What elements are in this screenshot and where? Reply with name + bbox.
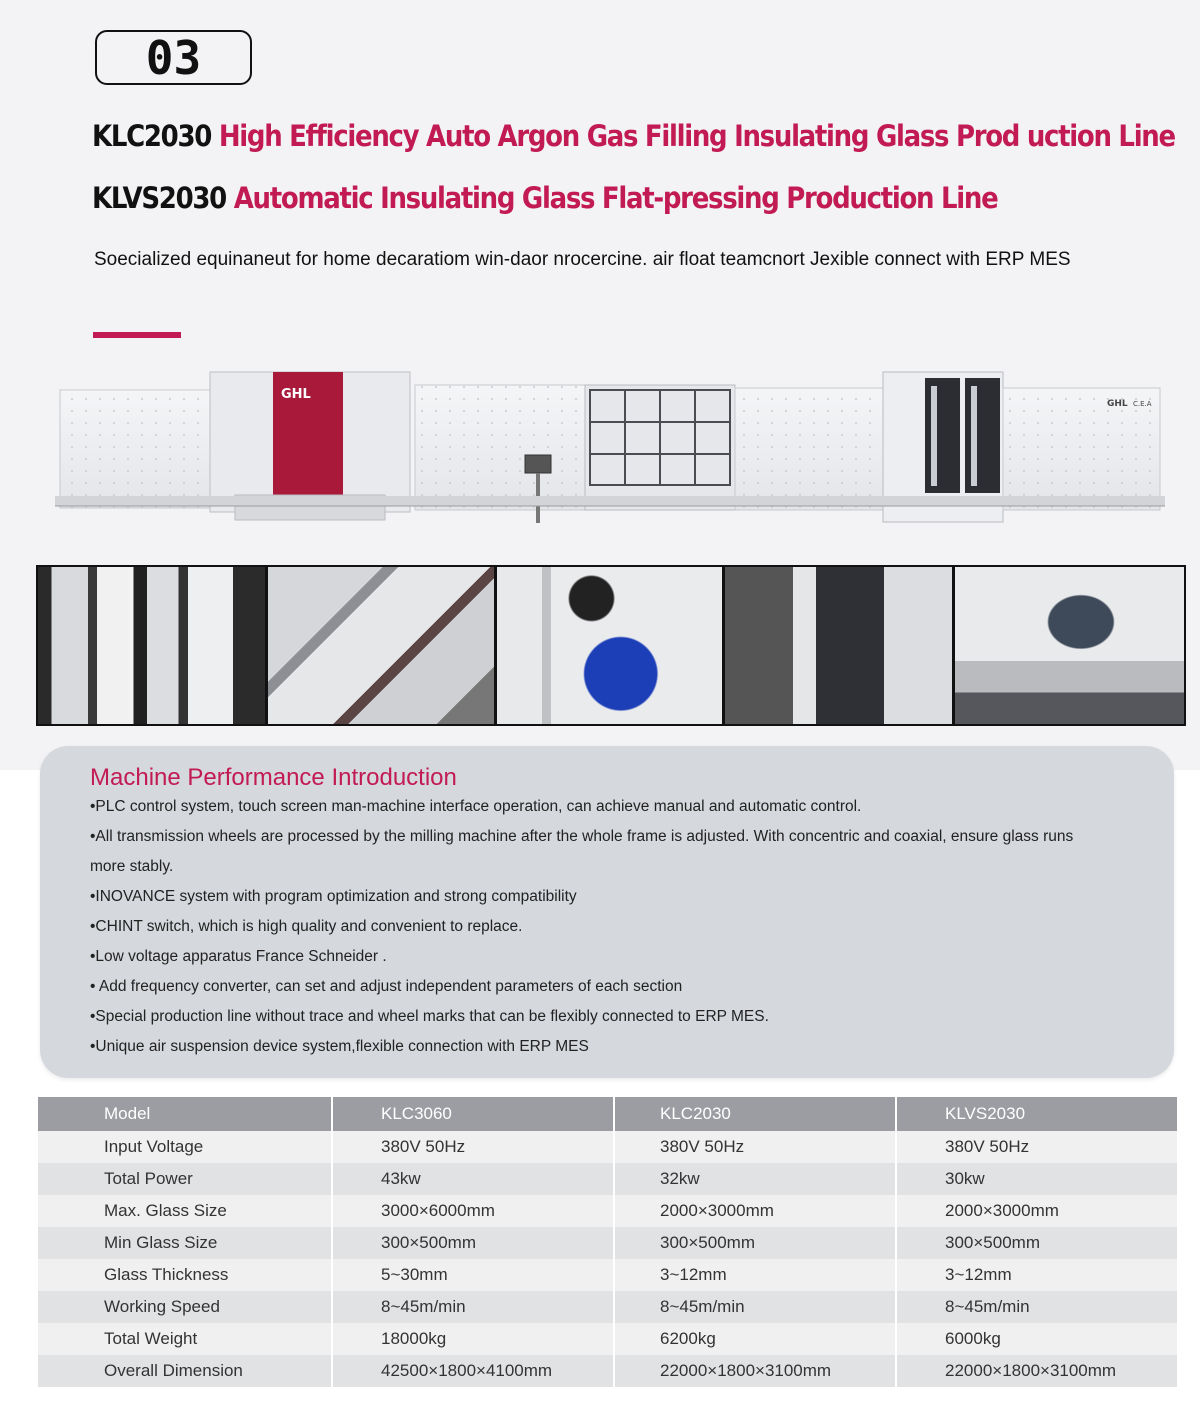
detail-photo-touch-screen (955, 567, 1184, 724)
table-cell: Max. Glass Size (38, 1195, 332, 1227)
machine-brand-label-right: GHL (1107, 399, 1128, 409)
table-cell: 30kw (896, 1163, 1178, 1195)
machine-brand-label: GHL (281, 387, 311, 402)
table-cell: 380V 50Hz (332, 1131, 614, 1163)
table-cell: 6000kg (896, 1323, 1178, 1355)
detail-photo-control-panel (725, 567, 952, 724)
table-cell: 380V 50Hz (614, 1131, 896, 1163)
table-cell: Input Voltage (38, 1131, 332, 1163)
table-cell: 3~12mm (896, 1259, 1178, 1291)
headline-klvs2030 (92, 182, 997, 216)
table-cell: 8~45m/min (614, 1291, 896, 1323)
table-row (38, 1195, 1178, 1227)
table-cell: 300×500mm (332, 1227, 614, 1259)
list-item: •INOVANCE system with program optimization and strong compatibility (90, 888, 577, 905)
table-cell: 18000kg (332, 1323, 614, 1355)
table-row (38, 1291, 1178, 1323)
column-header: Model (38, 1097, 332, 1131)
table-cell: 3~12mm (614, 1259, 896, 1291)
detail-photo-strip (36, 565, 1186, 726)
production-line-image (55, 360, 1165, 530)
table-cell: 8~45m/min (332, 1291, 614, 1323)
table-row (38, 1227, 1178, 1259)
table-cell: Working Speed (38, 1291, 332, 1323)
table-cell: 22000×1800×3100mm (614, 1355, 896, 1387)
table-cell: Total Weight (38, 1323, 332, 1355)
performance-title: Machine Performance Introduction (90, 764, 457, 791)
list-item: •Unique air suspension device system,flexible connection with ERP MES (90, 1038, 589, 1055)
table-cell: 380V 50Hz (896, 1131, 1178, 1163)
list-item: •All transmission wheels are processed by the milling machine after the whole frame is adjusted. With concentric and coaxial, ensure glass runs more stably. (90, 828, 1074, 875)
headline-model-code: KLVS2030 (92, 182, 226, 216)
subtitle: Soecialized equinaneut for home decaratiom win-daor nrocercine. air float teamcnort Jexible connect with ERP MES (94, 249, 1071, 270)
performance-list (90, 792, 1100, 1062)
list-item: •Special production line without trace and wheel marks that can be flexibly connected to ERP MES. (90, 1008, 769, 1025)
headline-text: Automatic Insulating Glass Flat-pressing Production Line (233, 182, 998, 216)
table-cell: 32kw (614, 1163, 896, 1195)
headline-text: High Efficiency Auto Argon Gas Filling Insulating Glass Prod uction Line (218, 120, 1175, 154)
headline-model-code: KLC2030 (92, 120, 212, 154)
list-item: •CHINT switch, which is high quality and convenient to replace. (90, 918, 523, 935)
column-header: KLC3060 (332, 1097, 614, 1131)
table-cell: Glass Thickness (38, 1259, 332, 1291)
list-item: •PLC control system, touch screen man-machine interface operation, can achieve manual and automatic control. (90, 798, 862, 815)
table-cell: 3000×6000mm (332, 1195, 614, 1227)
accent-bar (93, 332, 181, 338)
table-cell: 2000×3000mm (896, 1195, 1178, 1227)
table-row (38, 1259, 1178, 1291)
table-cell: 300×500mm (614, 1227, 896, 1259)
table-cell: 2000×3000mm (614, 1195, 896, 1227)
list-item: • Add frequency converter, can set and adjust independent parameters of each section (90, 978, 683, 995)
table-row (38, 1131, 1178, 1163)
table-cell: 22000×1800×3100mm (896, 1355, 1178, 1387)
table-cell: 6200kg (614, 1323, 896, 1355)
performance-panel (40, 746, 1174, 1078)
specification-table (38, 1097, 1179, 1387)
section-number-badge: 03 (95, 30, 252, 85)
column-header: KLC2030 (614, 1097, 896, 1131)
table-row (38, 1355, 1178, 1387)
detail-photo-rollers (38, 567, 265, 724)
table-cell: 5~30mm (332, 1259, 614, 1291)
machine-brand-suffix: C.E.A (1133, 400, 1152, 408)
detail-photo-wheels (268, 567, 494, 724)
table-row (38, 1163, 1178, 1195)
table-cell: 8~45m/min (896, 1291, 1178, 1323)
table-cell: Total Power (38, 1163, 332, 1195)
table-cell: Overall Dimension (38, 1355, 332, 1387)
column-header: KLVS2030 (896, 1097, 1178, 1131)
table-header-row (38, 1097, 1178, 1131)
table-cell: 42500×1800×4100mm (332, 1355, 614, 1387)
table-cell: Min Glass Size (38, 1227, 332, 1259)
table-cell: 43kw (332, 1163, 614, 1195)
table-row (38, 1323, 1178, 1355)
detail-photo-motor (497, 567, 722, 724)
list-item: •Low voltage apparatus France Schneider . (90, 948, 387, 965)
table-cell: 300×500mm (896, 1227, 1178, 1259)
headline-klc2030 (92, 120, 1175, 154)
